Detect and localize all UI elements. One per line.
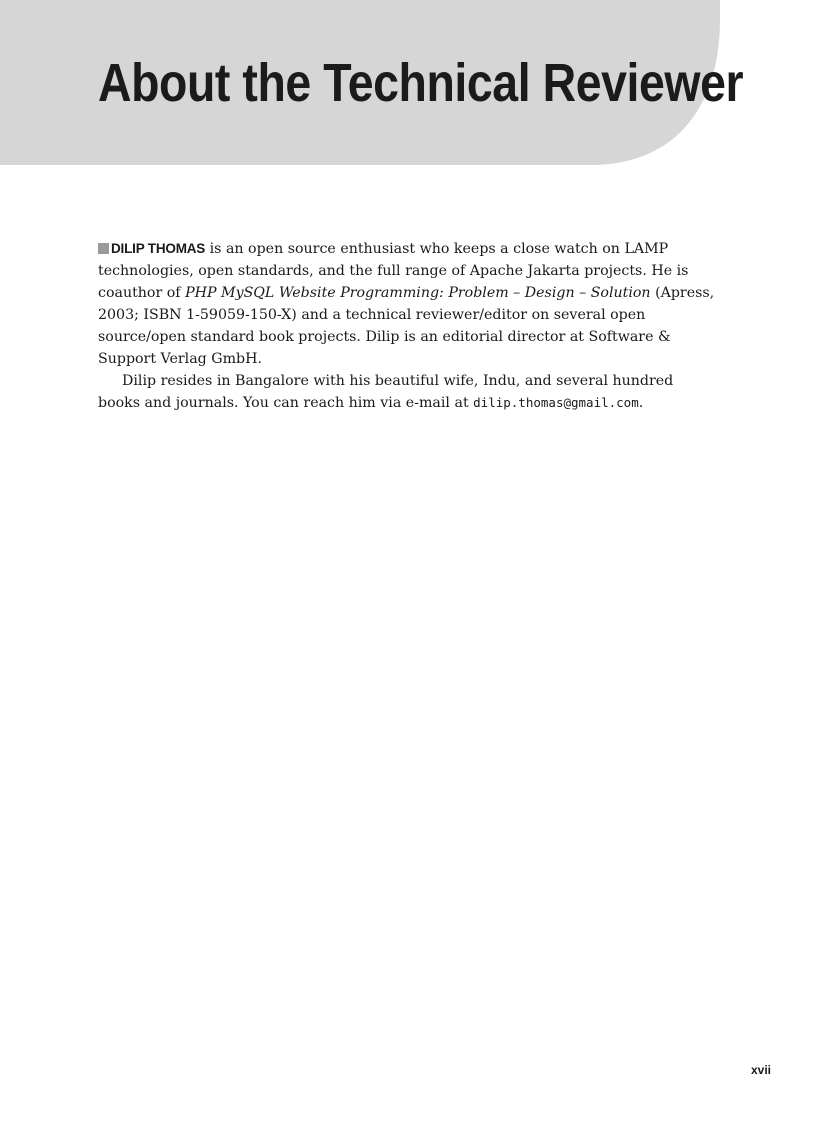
reviewer-name: DILIP THOMAS bbox=[111, 241, 206, 256]
chapter-title: About the Technical Reviewer bbox=[98, 53, 744, 113]
book-title: PHP MySQL Website Programming: Problem – Design – Solution bbox=[185, 285, 651, 301]
page-number: xvii bbox=[750, 1063, 771, 1077]
bio-text-2b: . bbox=[638, 395, 644, 411]
bio-paragraph-1 bbox=[98, 238, 718, 370]
bio-text-2a: Dilip resides in Bangalore with his beautiful wife, Indu, and several hundred books and journals. You can reach him via e-mail at bbox=[98, 373, 674, 411]
bio-text-1a: is an open source enthusiast who keeps a close watch on LAMP technologies, open standards, and the full range of Apache Jakarta projects. He is coauthor of bbox=[98, 241, 689, 301]
section-marker-icon bbox=[98, 243, 109, 254]
bio-paragraph-2 bbox=[98, 370, 718, 414]
email-address: dilip.thomas@gmail.com bbox=[473, 395, 639, 410]
bio-text-1b: (Apress, 2003; ISBN 1-59059-150-X) and a technical reviewer/editor on several open source/open standard book projects. Dilip is an editorial director at Software & Support Verlag GmbH. bbox=[98, 285, 715, 367]
reviewer-bio bbox=[98, 238, 718, 414]
